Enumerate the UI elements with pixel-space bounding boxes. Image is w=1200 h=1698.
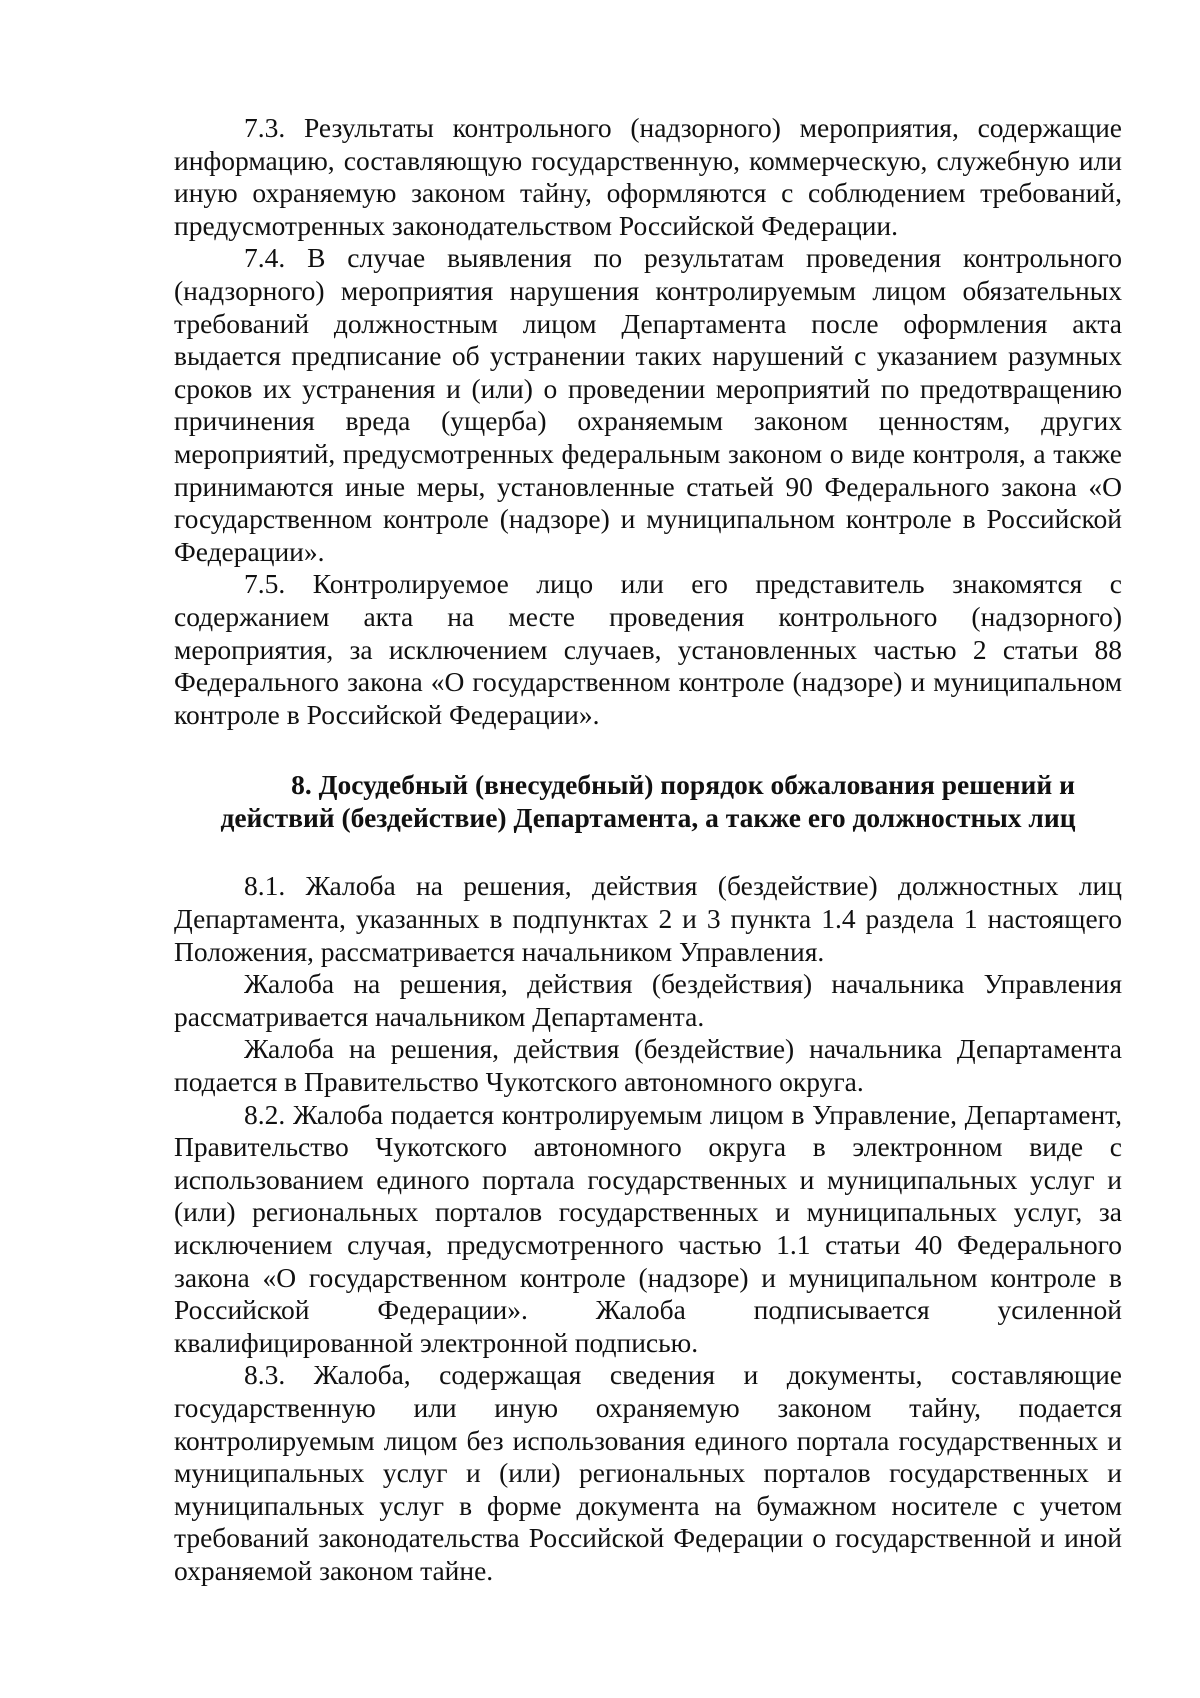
paragraph-8-3: 8.3. Жалоба, содержащая сведения и документы, составляющие государственную или иную охраняемую законом тайну, подается контролируемым лицом без использования единого портала государственных и муниципальных услуг и (или) региональных порталов государственных и муниципальных услуг в форме документа на бумажном носителе с учетом требований законодательства Российской Федерации о государственной и иной охраняемой законом тайне. (174, 1359, 1122, 1586)
section-8-heading (174, 769, 1122, 834)
paragraph-8-2: 8.2. Жалоба подается контролируемым лицом в Управление, Департамент, Правительство Чукотского автономного округа в электронном виде с использованием единого портала государственных и муниципальных услуг и (или) региональных порталов государственных и муниципальных услуг, за исключением случая, предусмотренного частью 1.1 статьи 40 Федерального закона «О государственном контроле (надзоре) и муниципальном контроле в Российской Федерации». Жалоба подписывается усиленной квалифицированной электронной подписью. (174, 1098, 1122, 1358)
document-page (174, 112, 1122, 1588)
paragraph-7-4: 7.4. В случае выявления по результатам проведения контрольного (надзорного) мероприятия нарушения контролируемым лицом обязательных требований должностным лицом Департамента после оформления акта выдается предписание об устранении таких нарушений с указанием разумных сроков их устранения и (или) о проведении мероприятий по предотвращению причинения вреда (ущерба) охраняемым законом ценностям, других мероприятий, предусмотренных федеральным законом о виде контроля, а также принимаются иные меры, установленные статьей 90 Федерального закона «О государственном контроле (надзоре) и муниципальном контроле в Российской Федерации». (174, 242, 1122, 567)
paragraph-7-5: 7.5. Контролируемое лицо или его представитель знакомятся с содержанием акта на месте проведения контрольного (надзорного) мероприятия, за исключением случаев, установленных частью 2 статьи 88 Федерального закона «О государственном контроле (надзоре) и муниципальном контроле в Российской Федерации». (174, 568, 1122, 730)
section-8-heading-line2: действий (бездействие) Департамента, а также его должностных лиц (220, 801, 1076, 833)
paragraph-8-1-c: Жалоба на решения, действия (бездействие) начальника Департамента подается в Правительство Чукотского автономного округа. (174, 1033, 1122, 1098)
paragraph-8-1: 8.1. Жалоба на решения, действия (бездействие) должностных лиц Департамента, указанных в подпунктах 2 и 3 пункта 1.4 раздела 1 настоящего Положения, рассматривается начальником Управления. (174, 870, 1122, 967)
paragraph-8-1-b: Жалоба на решения, действия (бездействия) начальника Управления рассматривается начальником Департамента. (174, 968, 1122, 1032)
section-8-heading-line1: 8. Досудебный (внесудебный) порядок обжалования решений и (291, 769, 1075, 801)
paragraph-7-3: 7.3. Результаты контрольного (надзорного) мероприятия, содержащие информацию, составляющую государственную, коммерческую, служебную или иную охраняемую законом тайну, оформляются с соблюдением требований, предусмотренных законодательством Российской Федерации. (174, 112, 1122, 241)
